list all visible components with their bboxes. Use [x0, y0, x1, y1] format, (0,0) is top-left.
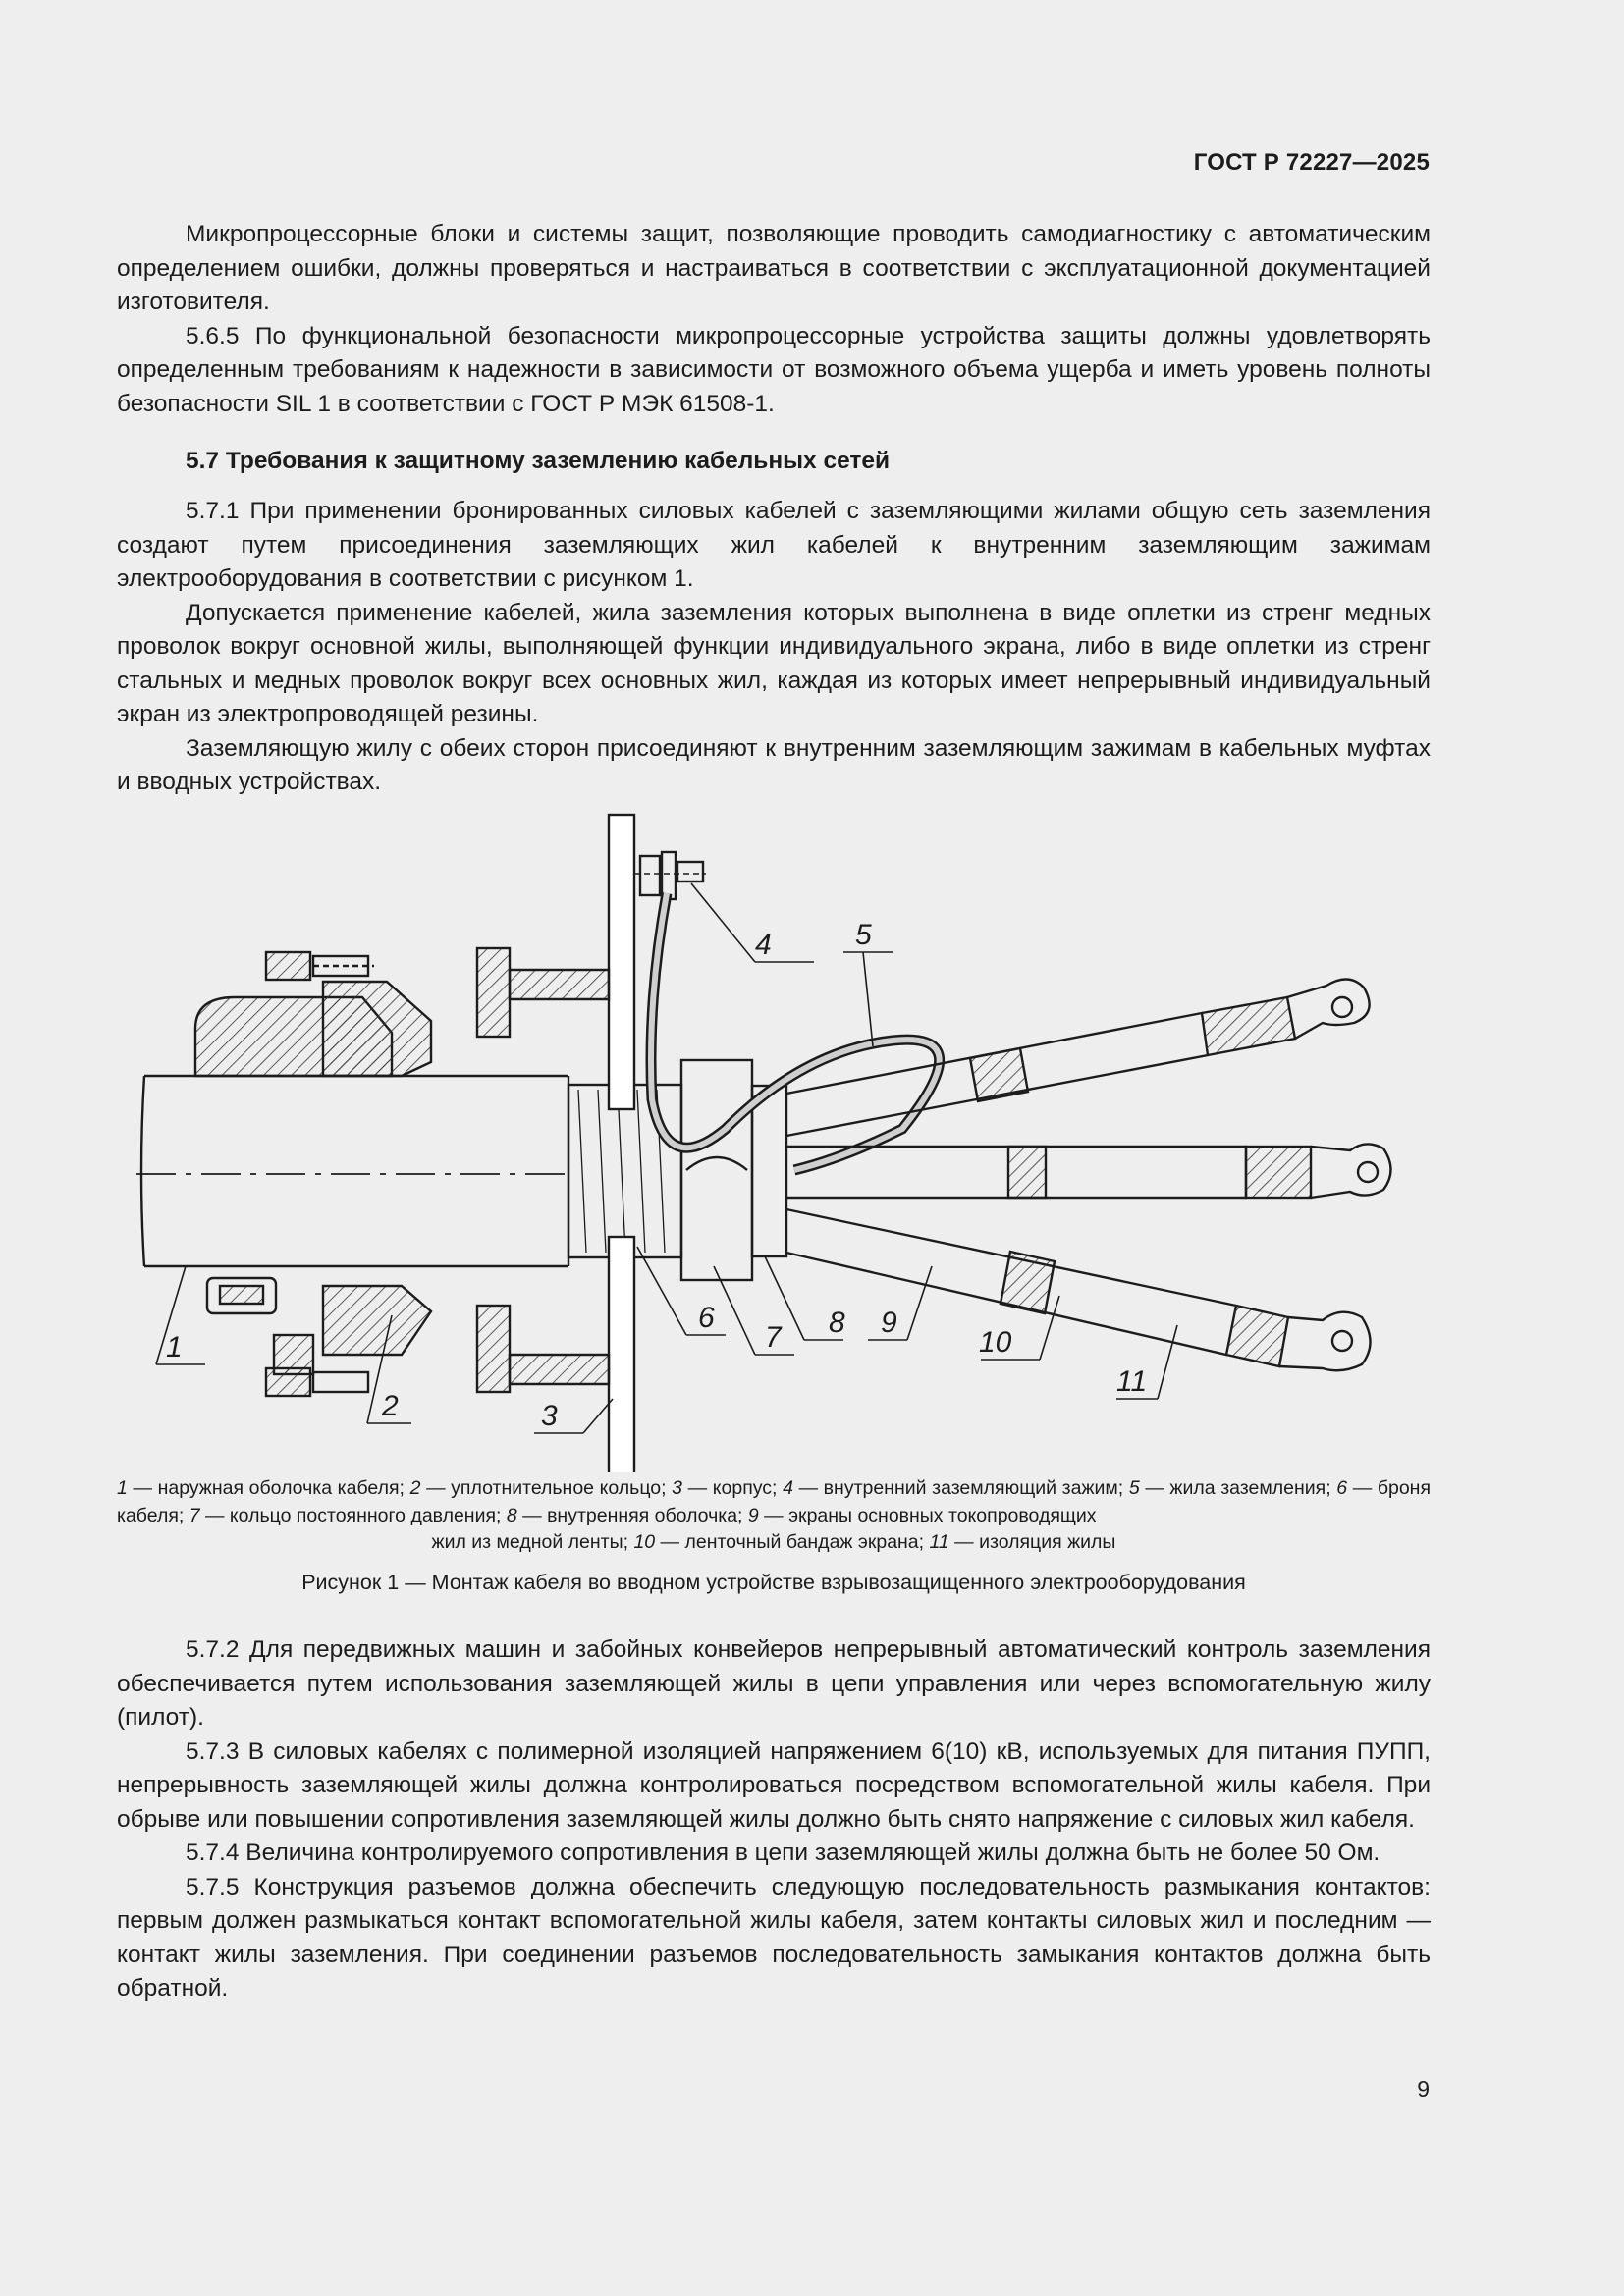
label-9: 9	[881, 1307, 897, 1339]
paragraph: Микропроцессорные блоки и системы защит, позволяющие проводить самодиагностику с автоматическим определением ошибки, должны проверяться и настраиваться в соответствии с эксплуатационной документацией изготовителя.	[117, 221, 1431, 315]
legend-text: — изоляция жилы	[948, 1531, 1116, 1553]
legend-text: — уплотнительное кольцо;	[420, 1477, 673, 1499]
label-5: 5	[855, 919, 872, 951]
legend-text: — наружная оболочка кабеля;	[127, 1477, 410, 1499]
label-6: 6	[698, 1302, 715, 1334]
intro-block	[117, 218, 1431, 421]
legend-text: жил из медной ленты;	[431, 1531, 634, 1553]
legend-text: — экраны основных токопроводящих	[758, 1504, 1097, 1526]
document-code: ГОСТ Р 72227—2025	[1193, 149, 1430, 176]
label-10: 10	[979, 1326, 1012, 1359]
legend-text: — внутренний заземляющий зажим;	[792, 1477, 1129, 1499]
legend-number: 3	[672, 1477, 683, 1499]
legend-text: — кольцо постоянного давления;	[199, 1504, 507, 1526]
paragraph-5-7-5: 5.7.5 Конструкция разъемов должна обеспечить следующую последовательность размыкания контактов: первым должен размыкаться контакт вспомогательной жилы кабеля, затем контакты силовых жил и последним — контакт жилы заземления. При соединении разъемов последовательность замыкания контактов должна быть обратной.	[117, 1873, 1431, 2002]
figure-legend	[117, 1475, 1431, 1557]
legend-number: 6	[1336, 1477, 1348, 1499]
legend-number: 1	[117, 1477, 128, 1499]
legend-number: 10	[633, 1531, 656, 1553]
figure-caption: Рисунок 1 — Монтаж кабеля во вводном устройстве взрывозащищенного электрооборудования	[301, 1571, 1246, 1594]
page-number: 9	[1417, 2076, 1430, 2102]
paragraph: Допускается применение кабелей, жила заземления которых выполнена в виде оплетки из стренг медных проволок вокруг основной жилы, выполняющей функции индивидуального экрана, либо в виде оплетки из стренг стальных и медных проволок вокруг всех основных жил, каждая из которых имеет непрерывный индивидуальный экран из электропроводящей резины.	[117, 599, 1431, 727]
legend-number: 2	[409, 1477, 421, 1499]
label-8: 8	[829, 1307, 845, 1339]
legend-number: 11	[929, 1531, 949, 1553]
section-heading-5-7: 5.7 Требования к защитному заземлению кабельных сетей	[186, 448, 891, 474]
label-2: 2	[382, 1390, 399, 1422]
figure-1	[117, 805, 1431, 1472]
label-11: 11	[1116, 1365, 1148, 1398]
after-figure-block	[117, 1633, 1431, 2006]
label-7: 7	[765, 1321, 782, 1354]
label-3: 3	[541, 1400, 558, 1432]
legend-number: 7	[189, 1504, 200, 1526]
legend-text: — жила заземления;	[1139, 1477, 1337, 1499]
section-5-7-block	[117, 495, 1431, 800]
legend-text: — броня кабеля;	[117, 1477, 1432, 1526]
legend-text: — внутренняя оболочка;	[516, 1504, 748, 1526]
paragraph-5-7-1: 5.7.1 При применении бронированных силовых кабелей с заземляющими жилами общую сеть заземления создают путем присоединения заземляющих жил кабелей к внутренним заземляющим зажимам электрооборудования в соответствии с рисунком 1.	[117, 498, 1431, 592]
legend-text: — корпус;	[682, 1477, 784, 1499]
label-4: 4	[755, 929, 772, 961]
legend-number: 9	[747, 1504, 759, 1526]
cable-entry-drawing	[117, 805, 1431, 1472]
legend-number: 8	[506, 1504, 517, 1526]
paragraph-5-7-3: 5.7.3 В силовых кабелях с полимерной изоляцией напряжением 6(10) кВ, используемых для питания ПУПП, непрерывность заземляющей жилы должна контролироваться посредством вспомогательной жилы кабеля. При обрыве или повышении сопротивления заземляющей жилы должно быть снято напряжение с силовых жил кабеля.	[117, 1737, 1431, 1833]
legend-number: 4	[783, 1477, 793, 1499]
paragraph-5-6-5: 5.6.5 По функциональной безопасности микропроцессорные устройства защиты должны удовлетворять определенным требованиям к надежности в зависимости от возможного объема ущерба и иметь уровень полноты безопасности SIL 1 в соответствии с ГОСТ Р МЭК 61508-1.	[117, 322, 1431, 417]
legend-text: — ленточный бандаж экрана;	[655, 1531, 930, 1553]
paragraph: Заземляющую жилу с обеих сторон присоединяют к внутренним заземляющим зажимам в кабельных муфтах и вводных устройствах.	[117, 734, 1431, 795]
paragraph-5-7-4: 5.7.4 Величина контролируемого сопротивления в цепи заземляющей жилы должна быть не более 50 Ом.	[186, 1840, 1380, 1866]
legend-number: 5	[1128, 1477, 1140, 1499]
label-1: 1	[166, 1331, 183, 1363]
paragraph-5-7-2: 5.7.2 Для передвижных машин и забойных конвейеров непрерывный автоматический контроль заземления обеспечивается путем использования заземляющей жилы в цепи управления или через вспомогательную жилу (пилот).	[117, 1636, 1431, 1731]
